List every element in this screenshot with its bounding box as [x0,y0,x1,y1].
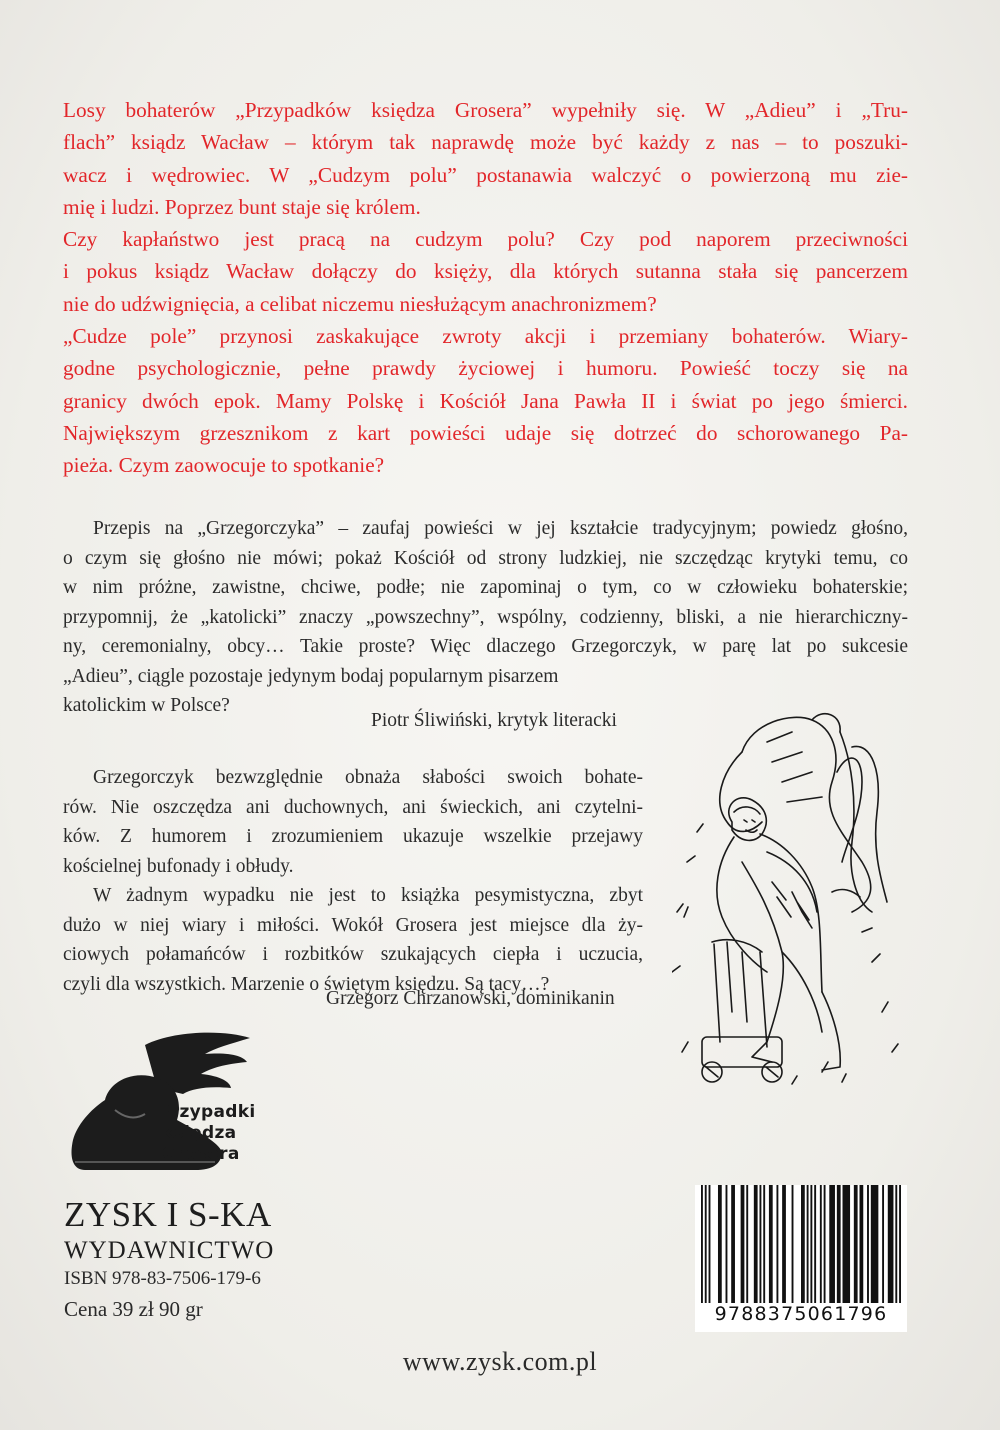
review-line: W żadnym wypadku nie jest to książka pesymistyczna, zbyt [93,885,643,906]
barcode-bar [792,1185,794,1303]
barcode-bar [746,1185,748,1303]
barcode-bar [759,1185,761,1303]
barcode-bar [763,1185,765,1303]
barcode-bar [782,1185,786,1303]
review-sliwinski [63,514,908,721]
barcode-bar [859,1185,863,1303]
publisher-name: ZYSK I S-KA [64,1195,272,1234]
blurb-line: pieża. Czym zaowocuje to spotkanie? [63,453,385,478]
blurb-line: Największym grzesznikom z kart powieści udaje się dotrzeć do schorowanego Pa- [63,420,908,445]
review-line: Grzegorczyk bezwzględnie obnaża słabości swoich bohate- [93,767,643,788]
blurb-line: i pokus ksiądz Wacław dołączy do księży, dla których sutanna stała się pancerzem [63,259,908,284]
review-line: o czym się głośno nie mówi; pokaż Kościół od strony ludzkiej, nie szczędząc krytyki temu, co [63,547,908,569]
review-author-sliwinski: Piotr Śliwiński, krytyk literacki [371,710,617,731]
review-author-chrzanowski: Grzegorz Chrzanowski, dominikanin [326,988,615,1009]
review-line: przypomnij, że „katolicki” znaczy „powszechny”, wspólny, codzienny, bliski, a nie hierarchiczny- [63,606,908,628]
publisher-subtitle: WYDAWNICTWO [64,1237,275,1264]
barcode-bar [814,1185,816,1303]
review-line: czyli dla wszystkich. Marzenie o świętym księdzu. Są tacy…? [63,973,550,995]
barcode-bar [810,1185,812,1303]
barcode-bar [867,1185,869,1303]
barcode-bar [820,1185,822,1303]
blurb-line: Czy kapłaństwo jest pracą na cudzym polu? Czy pod naporem przeciwności [63,227,908,252]
review-line: ciowych połamańców i rozbitków szukających ciepła i uczucia, [63,944,643,965]
barcode-bar [871,1185,879,1303]
barcode-bar [843,1185,851,1303]
barcode-bar [726,1185,728,1303]
series-logo-line: Grosera [162,1144,240,1164]
barcode-bar [705,1185,707,1303]
review-line: dużo w niej wiary i miłości. Wokół Grosera jest miejsce dla ży- [63,914,643,936]
blurb-line: „Cudze pole” przynosi zaskakujące zwroty akcji i przemiany bohaterów. Wiary- [63,324,908,349]
blurb-line: wacz i wędrowiec. W „Cudzym polu” postanawia walczyć o powierzoną mu zie- [63,162,908,187]
series-logo [65,1030,255,1180]
blurb-line: mię i ludzi. Poprzez bunt staje się królem. [63,194,421,219]
barcode-bar [829,1185,835,1303]
barcode-digits: 9788375061796 [714,1303,888,1325]
barcode-bar [899,1185,901,1303]
review-line: ny, ceremonialny, obcy… Takie proste? Więc dlaczego Grzegorczyk, w parę lat po sukcesie [63,636,908,657]
review-line: katolickim w Polsce? [63,695,230,716]
blurb [63,94,908,482]
blurb-line: flach” ksiądz Wacław – którym tak naprawdę może być każdy z nas – to poszuki- [63,130,908,155]
barcode-bar [807,1185,809,1303]
barcode-bar [888,1185,894,1303]
barcode-bar [776,1185,778,1303]
review-line: rów. Nie oszczędza ani duchownych, ani świeckich, ani czytelni- [63,796,643,818]
review-line: w nim próżne, zawistne, chciwe, podłe; nie zapominaj o tym, co w człowieku bohaterskie; [63,577,908,598]
review-line: Przepis na „Grzegorczyka” – zaufaj powieści w jej kształcie tradycyjnym; powiedz głośno, [93,518,908,539]
blurb-line: Losy bohaterów „Przypadków księdza Grosera” wypełniły się. W „Adieu” i „Tru- [63,98,908,122]
barcode-bar [731,1185,735,1303]
barcode-bar [824,1185,826,1303]
barcode-bar [741,1185,745,1303]
blurb-line: granicy dwóch epok. Mamy Polskę i Kościół Jana Pawła II i świat po jego śmierci. [63,388,908,413]
review-line: kościelnej bufonady i obłudy. [63,855,294,877]
barcode-bar [769,1185,773,1303]
series-logo-text [158,1102,255,1165]
review-line: „Adieu”, ciągle pozostaje jedynym bodaj popularnym pisarzem [63,665,559,687]
barcode-bar [801,1185,805,1303]
website-url[interactable]: www.zysk.com.pl [402,1347,598,1376]
price: Cena 39 zł 90 gr [64,1297,203,1321]
barcode-bar [854,1185,858,1303]
series-logo-line: Przypadki [158,1102,256,1122]
barcode-bar [718,1185,722,1303]
barcode-icon [695,1185,907,1303]
barcode-bar [701,1185,703,1303]
review-line: ków. Z humorem i zrozumieniem ukazuje wszelkie przejawy [63,826,643,847]
review-chrzanowski [63,763,643,999]
publisher-block [64,1195,274,1267]
blurb-line: nie do udźwignięcia, a celibat niczemu niesłużącym anachronizmem? [63,291,657,316]
blurb-line: godne psychologicznie, pełne prawdy życiowej i humoru. Powieść toczy się na [63,356,908,381]
barcode-bar [837,1185,841,1303]
illustration-priest-lawnmower [672,712,910,1092]
series-logo-line: księdza [162,1123,237,1143]
barcode-bar [895,1185,897,1303]
barcode-bar [709,1185,711,1303]
barcode-bar [754,1185,758,1303]
isbn: ISBN 978-83-7506-179-6 [64,1268,261,1289]
barcode-bar [882,1185,884,1303]
